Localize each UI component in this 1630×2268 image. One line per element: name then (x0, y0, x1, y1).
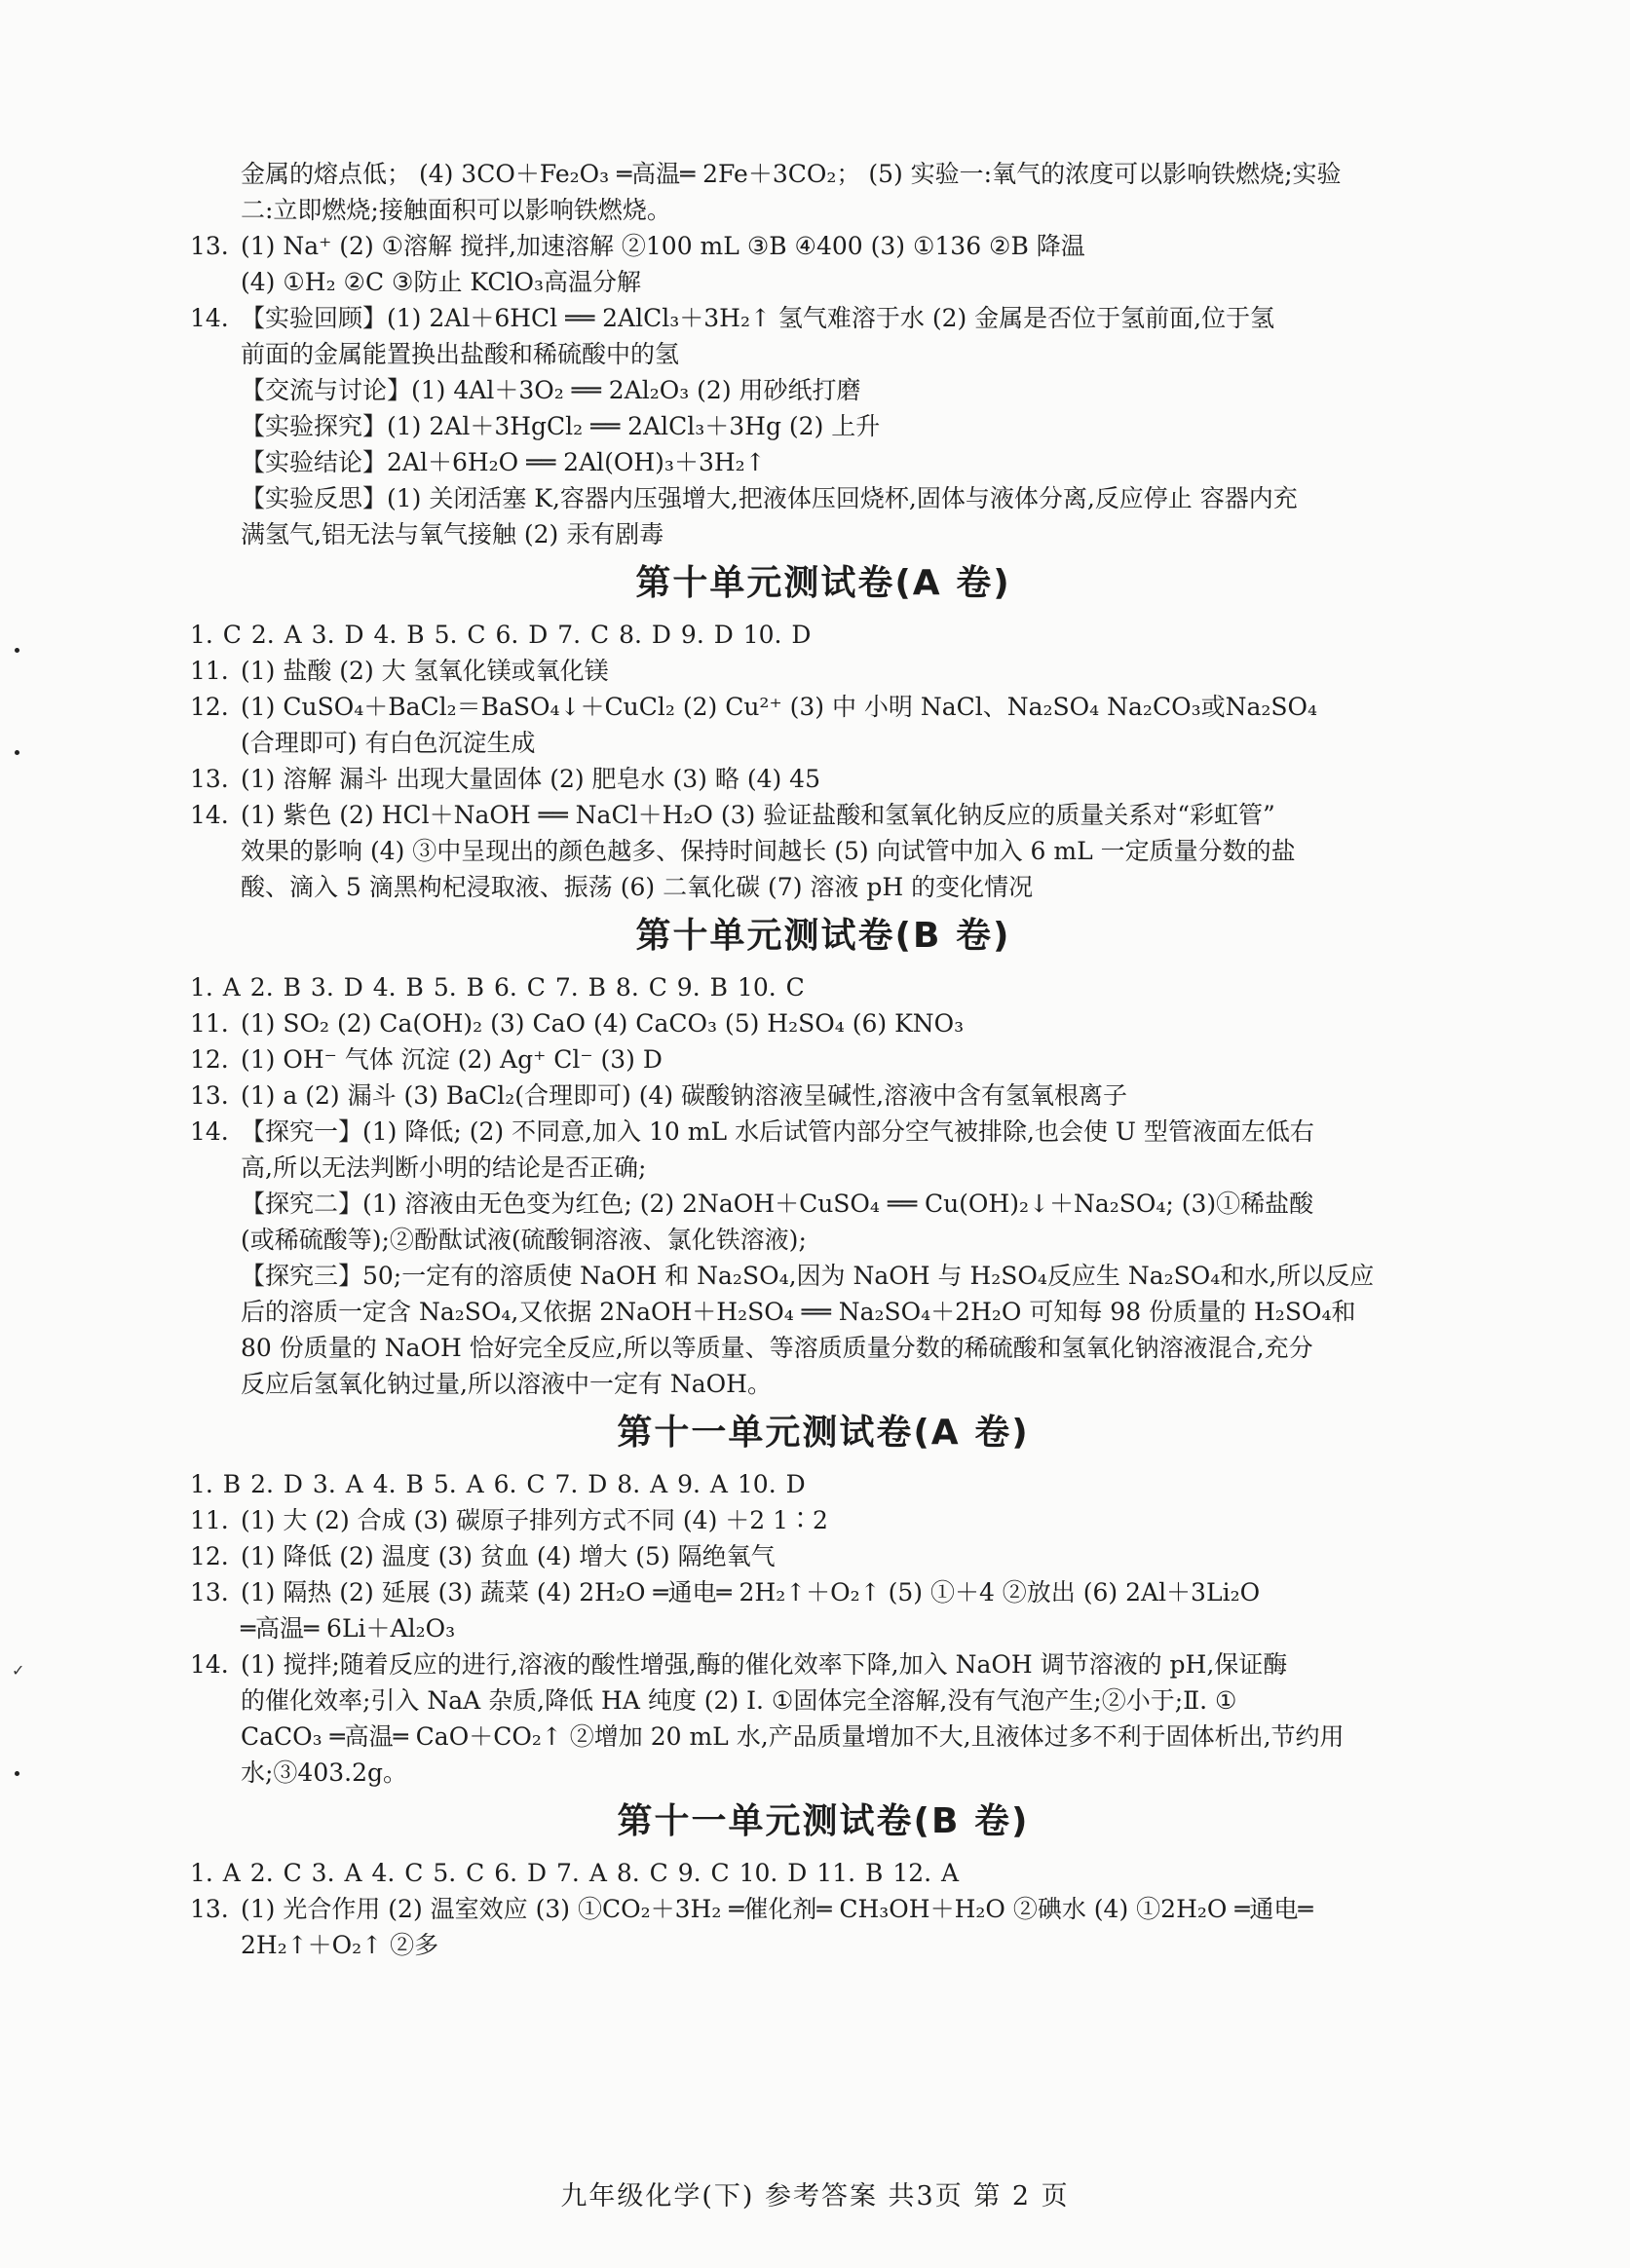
answer-line (190, 833, 1457, 869)
answer-text: 效果的影响 (4) ③中呈现出的颜色越多、保持时间越长 (5) 向试管中加入 6 mL 一定质量分数的盐 (241, 837, 1296, 865)
answer-line (190, 192, 1457, 228)
answer-text: 2H₂↑＋O₂↑ ②多 (241, 1931, 439, 1959)
answer-line (190, 480, 1457, 516)
answer-line (190, 264, 1457, 300)
answer-text: (1) CuSO₄＋BaCl₂＝BaSO₄↓＋CuCl₂ (2) Cu²⁺ (3) 中 小明 NaCl、Na₂SO₄ Na₂CO₃或Na₂SO₄ (241, 693, 1318, 721)
margin-dot (15, 1771, 19, 1776)
answer-text: (4) ①H₂ ②C ③防止 KClO₃高温分解 (241, 268, 642, 296)
question-number: 13. (190, 232, 229, 260)
section-title: 第十单元测试卷(A 卷) (635, 563, 1011, 603)
margin-check-mark: ✓ (12, 1661, 25, 1680)
answer-line (190, 1041, 1457, 1077)
answer-line (190, 1005, 1457, 1041)
section-title: 第十单元测试卷(B 卷) (635, 916, 1011, 956)
answer-text: 金属的熔点低； (4) 3CO＋Fe₂O₃ ═高温═ 2Fe＋3CO₂； (5) 实验一:氧气的浓度可以影响铁燃烧;实验 (241, 160, 1342, 188)
answer-text: 【交流与讨论】(1) 4Al＋3O₂ ══ 2Al₂O₃ (2) 用砂纸打磨 (241, 376, 861, 404)
answer-text: 高,所以无法判断小明的结论是否正确; (241, 1153, 647, 1182)
answer-content (190, 156, 1457, 1963)
question-number: 13. (190, 1081, 229, 1110)
answer-text: (1) 紫色 (2) HCl＋NaOH ══ NaCl＋H₂O (3) 验证盐酸和氢氧化钠反应的质量关系对“彩虹管” (241, 801, 1275, 829)
answer-line (190, 1258, 1457, 1294)
answer-text: (1) 大 (2) 合成 (3) 碳原子排列方式不同 (4) ＋2 1∶2 (241, 1506, 828, 1534)
section-title: 第十一单元测试卷(B 卷) (617, 1801, 1030, 1841)
answer-line (190, 1114, 1457, 1150)
answer-line (190, 1294, 1457, 1330)
answer-line (190, 1186, 1457, 1222)
answer-line (190, 336, 1457, 372)
answer-text: (1) 溶解 漏斗 出现大量固体 (2) 肥皂水 (3) 略 (4) 45 (241, 765, 820, 793)
multiple-choice-answers: 1. A 2. C 3. A 4. C 5. C 6. D 7. A 8. C 9. C 10. D 11. B 12. A (190, 1859, 960, 1887)
answer-line (190, 372, 1457, 408)
question-number: 13. (190, 1895, 229, 1923)
answer-line (190, 156, 1457, 192)
multiple-choice-answers: 1. C 2. A 3. D 4. B 5. C 6. D 7. C 8. D 9. D 10. D (190, 621, 812, 649)
answer-line (190, 1574, 1457, 1610)
answer-text: (1) OH⁻ 气体 沉淀 (2) Ag⁺ Cl⁻ (3) D (241, 1045, 663, 1074)
answer-text: 【实验结论】2Al＋6H₂O ══ 2Al(OH)₃＋3H₂↑ (241, 448, 766, 476)
question-number: 12. (190, 1045, 229, 1074)
answer-text: (1) 盐酸 (2) 大 氢氧化镁或氧化镁 (241, 657, 609, 685)
question-number: 14. (190, 1650, 229, 1679)
answer-line (190, 1538, 1457, 1574)
margin-dot (15, 648, 19, 653)
answer-text: 【探究三】50;一定有的溶质使 NaOH 和 Na₂SO₄,因为 NaOH 与 H₂SO₄反应生 Na₂SO₄和水,所以反应 (241, 1262, 1375, 1290)
question-number: 14. (190, 1117, 229, 1146)
question-number: 11. (190, 657, 229, 685)
answer-line (190, 1682, 1457, 1719)
answer-line (190, 725, 1457, 761)
answer-text: 酸、滴入 5 滴黑枸杞浸取液、振荡 (6) 二氧化碳 (7) 溶液 pH 的变化情况 (241, 873, 1034, 901)
answer-text: 二:立即燃烧;接触面积可以影响铁燃烧。 (241, 196, 671, 224)
answer-line (190, 869, 1457, 905)
answer-text: (或稀硫酸等);②酚酞试液(硫酸铜溶液、氯化铁溶液); (241, 1226, 807, 1254)
answer-text: 【实验反思】(1) 关闭活塞 K,容器内压强增大,把液体压回烧杯,固体与液体分离,反应停止 容器内充 (241, 484, 1298, 512)
answer-text: 反应后氢氧化钠过量,所以溶液中一定有 NaOH。 (241, 1370, 772, 1398)
answer-line (190, 1366, 1457, 1402)
answer-line (190, 1891, 1457, 1927)
answer-line (190, 516, 1457, 552)
answer-text: (合理即可) 有白色沉淀生成 (241, 729, 536, 757)
question-number: 12. (190, 1542, 229, 1570)
answer-text: 【探究一】(1) 降低; (2) 不同意,加入 10 mL 水后试管内部分空气被排除,也会使 U 型管液面左低右 (241, 1117, 1314, 1146)
answer-text: (1) SO₂ (2) Ca(OH)₂ (3) CaO (4) CaCO₃ (5) H₂SO₄ (6) KNO₃ (241, 1009, 965, 1038)
multiple-choice-answers: 1. A 2. B 3. D 4. B 5. B 6. C 7. B 8. C 9. B 10. C (190, 973, 805, 1002)
question-number: 12. (190, 693, 229, 721)
question-number: 13. (190, 765, 229, 793)
answer-text: (1) a (2) 漏斗 (3) BaCl₂(合理即可) (4) 碳酸钠溶液呈碱性,溶液中含有氢氧根离子 (241, 1081, 1128, 1110)
answer-text: (1) 光合作用 (2) 温室效应 (3) ①CO₂＋3H₂ ═催化剂═ CH₃OH＋H₂O ②碘水 (4) ①2H₂O ═通电═ (241, 1895, 1313, 1923)
answer-text: ═高温═ 6Li＋Al₂O₃ (241, 1614, 456, 1643)
answer-text: (1) Na⁺ (2) ①溶解 搅拌,加速溶解 ②100 mL ③B ④400 (3) ①136 ②B 降温 (241, 232, 1085, 260)
answer-line (190, 761, 1457, 797)
answer-text: CaCO₃ ═高温═ CaO＋CO₂↑ ②增加 20 mL 水,产品质量增加不大,且液体过多不利于固体析出,节约用 (241, 1722, 1345, 1751)
answer-text: 【探究二】(1) 溶液由无色变为红色; (2) 2NaOH＋CuSO₄ ══ Cu(OH)₂↓＋Na₂SO₄; (3)①稀盐酸 (241, 1190, 1314, 1218)
answer-text: 【实验回顾】(1) 2Al＋6HCl ══ 2AlCl₃＋3H₂↑ 氢气难溶于水 (2) 金属是否位于氢前面,位于氢 (241, 304, 1275, 332)
answer-text: 水;③403.2g。 (241, 1758, 407, 1787)
answer-line (190, 1610, 1457, 1646)
answer-text: 的催化效率;引入 NaA 杂质,降低 HA 纯度 (2) Ⅰ. ①固体完全溶解,没有气泡产生;②小于;Ⅱ. ① (241, 1686, 1237, 1715)
answer-line (190, 689, 1457, 725)
answer-line (190, 1222, 1457, 1258)
answer-line (190, 1330, 1457, 1366)
answer-line (190, 408, 1457, 444)
answer-text: 后的溶质一定含 Na₂SO₄,又依据 2NaOH＋H₂SO₄ ══ Na₂SO₄＋2H₂O 可知每 98 份质量的 H₂SO₄和 (241, 1298, 1356, 1326)
question-number: 13. (190, 1578, 229, 1606)
answer-line (190, 1719, 1457, 1755)
answer-text: 满氢气,铝无法与氧气接触 (2) 汞有剧毒 (241, 520, 664, 548)
answer-line (190, 1150, 1457, 1186)
answer-text: 【实验探究】(1) 2Al＋3HgCl₂ ══ 2AlCl₃＋3Hg (2) 上升 (241, 412, 881, 440)
question-number: 11. (190, 1506, 229, 1534)
answer-text: 80 份质量的 NaOH 恰好完全反应,所以等质量、等溶质质量分数的稀硫酸和氢氧化钠溶液混合,充分 (241, 1334, 1313, 1362)
page-footer: 九年级化学(下) 参考答案 共3页 第 2 页 (560, 2181, 1070, 2211)
answer-line (190, 444, 1457, 480)
question-number: 14. (190, 304, 229, 332)
answer-line (190, 1755, 1457, 1791)
answer-line (190, 1646, 1457, 1682)
answer-line (190, 1502, 1457, 1538)
answer-line (190, 797, 1457, 833)
answer-text: (1) 搅拌;随着反应的进行,溶液的酸性增强,酶的催化效率下降,加入 NaOH 调节溶液的 pH,保证酶 (241, 1650, 1288, 1679)
question-number: 14. (190, 801, 229, 829)
answer-text: (1) 隔热 (2) 延展 (3) 蔬菜 (4) 2H₂O ═通电═ 2H₂↑＋O₂↑ (5) ①＋4 ②放出 (6) 2Al＋3Li₂O (241, 1578, 1261, 1606)
answer-line (190, 300, 1457, 336)
section-title: 第十一单元测试卷(A 卷) (617, 1413, 1030, 1453)
answer-line (190, 1077, 1457, 1114)
answer-text: 前面的金属能置换出盐酸和稀硫酸中的氢 (241, 340, 680, 368)
answer-line (190, 653, 1457, 689)
answer-line (190, 228, 1457, 264)
question-number: 11. (190, 1009, 229, 1038)
multiple-choice-answers: 1. B 2. D 3. A 4. B 5. A 6. C 7. D 8. A 9. A 10. D (190, 1470, 806, 1498)
answer-text: (1) 降低 (2) 温度 (3) 贫血 (4) 增大 (5) 隔绝氧气 (241, 1542, 776, 1570)
answer-line (190, 1927, 1457, 1963)
margin-dot (15, 750, 19, 755)
